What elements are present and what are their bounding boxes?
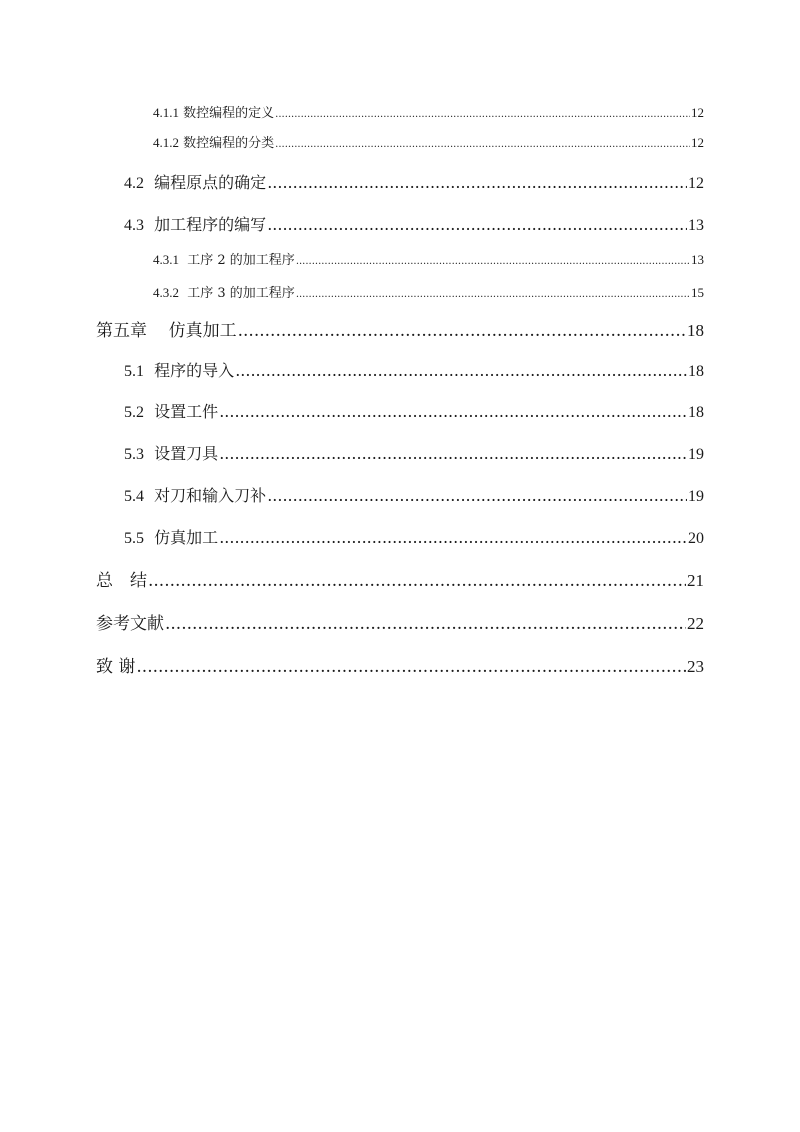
- dot-leader: [219, 402, 687, 421]
- dot-leader: [267, 173, 687, 192]
- dot-leader: [136, 657, 686, 677]
- toc-entry-title: 致 谢: [96, 657, 136, 677]
- toc-entry-number: 4.2: [124, 175, 144, 192]
- toc-entry-5-5[interactable]: [124, 525, 704, 548]
- toc-entry-page: 13: [691, 252, 704, 267]
- toc-entry-4-1-1[interactable]: [153, 102, 704, 121]
- toc-entry-title: 参考文献: [96, 614, 164, 634]
- toc-entry-page: 15: [691, 285, 704, 300]
- toc-entry-number: 5.1: [124, 363, 144, 380]
- toc-entry-page: 19: [688, 488, 704, 505]
- toc-entry-number: 5.3: [124, 446, 144, 463]
- toc-entry-references[interactable]: [96, 609, 704, 634]
- toc-entry-number: 4.1.2: [153, 135, 179, 150]
- toc-entry-number: 4.3: [124, 217, 144, 234]
- toc-entry-title: 程序的导入: [154, 361, 235, 380]
- toc-entry-4-1-2[interactable]: [153, 132, 704, 151]
- toc-entry-4-3-2[interactable]: [153, 282, 704, 301]
- dot-leader: [296, 289, 690, 300]
- toc-entry-number: 4.1.1: [153, 105, 179, 120]
- toc-entry-4-3-1[interactable]: [153, 249, 704, 268]
- dot-leader: [219, 528, 687, 547]
- dot-leader: [296, 256, 690, 267]
- toc-entry-5-4[interactable]: [124, 483, 704, 506]
- toc-entry-title: 设置工件: [154, 402, 219, 421]
- toc-entry-5-3[interactable]: [124, 441, 704, 464]
- toc-entry-number: 5.4: [124, 488, 144, 505]
- toc-entry-page: 18: [688, 363, 704, 380]
- toc-entry-title: 数控编程的定义: [183, 106, 275, 121]
- toc-entry-page: 18: [688, 404, 704, 421]
- toc-entry-summary[interactable]: [96, 566, 704, 591]
- toc-entry-acknowledgements[interactable]: [96, 652, 704, 677]
- toc-entry-page: 12: [691, 135, 704, 150]
- toc-entry-4-2[interactable]: [124, 170, 704, 193]
- dot-leader: [275, 109, 690, 120]
- toc-entry-4-3[interactable]: [124, 212, 704, 235]
- dot-leader: [148, 571, 686, 591]
- toc-entry-title: 总 结: [96, 571, 147, 591]
- toc-entry-5-2[interactable]: [124, 399, 704, 422]
- toc-entry-page: 21: [687, 571, 704, 590]
- toc-entry-page: 23: [687, 657, 704, 676]
- toc-entry-title: 编程原点的确定: [154, 173, 267, 192]
- toc-entry-page: 20: [688, 530, 704, 547]
- dot-leader: [267, 215, 687, 234]
- dot-leader: [165, 614, 686, 634]
- toc-entry-title: 工序 2 的加工程序: [187, 253, 295, 268]
- toc-entry-title: 加工程序的编写: [154, 215, 267, 234]
- toc-entry-page: 19: [688, 446, 704, 463]
- dot-leader: [267, 486, 687, 505]
- toc-entry-page: 13: [688, 217, 704, 234]
- toc-entry-number: 4.3.1: [153, 252, 179, 267]
- dot-leader: [275, 139, 690, 150]
- toc-entry-title: 设置刀具: [154, 444, 219, 463]
- toc-entry-number: 5.5: [124, 530, 144, 547]
- toc-entry-title: 工序 3 的加工程序: [187, 286, 295, 301]
- dot-leader: [219, 444, 687, 463]
- toc-entry-chapter-5[interactable]: [96, 316, 704, 341]
- toc-entry-title: 数控编程的分类: [183, 136, 275, 151]
- toc-entry-page: 12: [691, 105, 704, 120]
- toc-entry-number: 第五章: [96, 321, 147, 341]
- dot-leader: [235, 361, 687, 380]
- toc-entry-title: 仿真加工: [154, 528, 219, 547]
- toc-entry-page: 22: [687, 614, 704, 633]
- toc-entry-title: 对刀和输入刀补: [154, 486, 267, 505]
- toc-entry-title: 仿真加工: [168, 321, 237, 341]
- toc-entry-page: 12: [688, 175, 704, 192]
- toc-entry-page: 18: [687, 321, 704, 340]
- dot-leader: [238, 321, 686, 341]
- toc-entry-number: 4.3.2: [153, 285, 179, 300]
- toc-entry-number: 5.2: [124, 404, 144, 421]
- toc-entry-5-1[interactable]: [124, 358, 704, 381]
